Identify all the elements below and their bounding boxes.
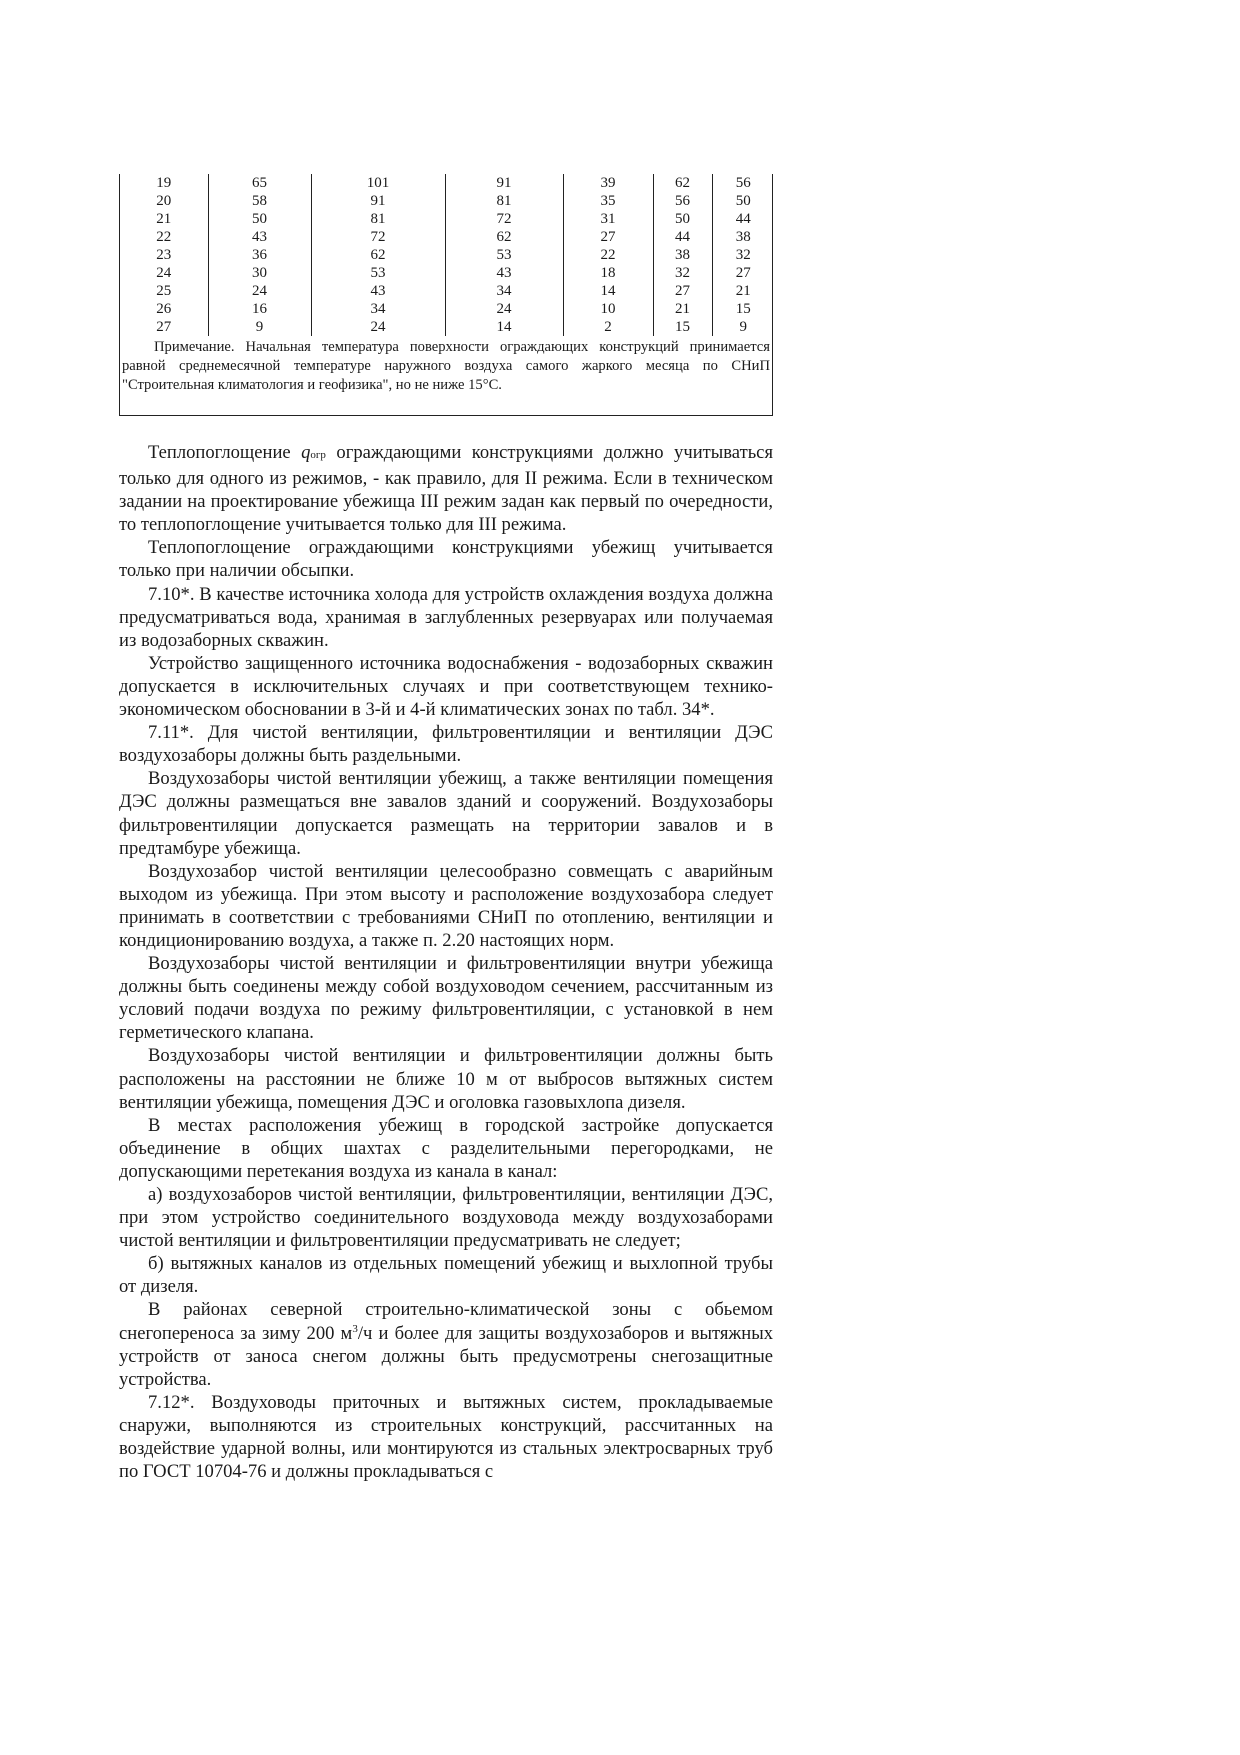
table-cell: 18 (563, 264, 653, 282)
paragraph: Теплопоглощение ограждающими конструкциями убежищ учитывается только при наличии обсыпки. (119, 537, 773, 582)
paragraph-text: В районах северной строительно-климатической зоны с обьемом снегопереноса за зиму 200 м (119, 1299, 773, 1344)
table-cell: 62 (311, 246, 445, 264)
table-cell: 22 (563, 246, 653, 264)
table-cell: 58 (208, 192, 311, 210)
table-cell: 24 (208, 282, 311, 300)
table-cell: 23 (156, 247, 172, 263)
table-row (120, 264, 774, 282)
table-cell: 27 (653, 282, 712, 300)
paragraph-clause-7-11: 7.11*. Для чистой вентиляции, фильтровентиляции и вентиляции ДЭС воздухозаборы должны быть раздельными. (119, 722, 773, 767)
paragraph (119, 441, 773, 536)
table-cell: 34 (445, 282, 563, 300)
table-row (120, 228, 774, 246)
table-cell: 16 (208, 300, 311, 318)
table-grid (120, 174, 774, 336)
table-cell: 50 (208, 210, 311, 228)
table-cell: 25 (156, 283, 172, 299)
body-text (119, 441, 773, 1483)
table-cell: 36 (208, 246, 311, 264)
paragraph-clause-7-12: 7.12*. Воздуховоды приточных и вытяжных систем, прокладываемые снаружи, выполняются из строительных конструкций, рассчитанных на воздействие ударной волны, или монтируются из стальных электросварных труб по ГОСТ 10704-76 и должны прокладываться с (119, 1391, 773, 1483)
paragraph (119, 1298, 773, 1390)
paragraph-text: /ч и более для защиты воздухозаборов и вытяжных устройств от заноса снегом должны быть предусмотрены снегозащитные устройства. (119, 1322, 773, 1390)
table-cell: 53 (445, 246, 563, 264)
paragraph: Воздухозаборы чистой вентиляции убежищ, а также вентиляции помещения ДЭС должны размещаться вне завалов зданий и сооружений. Воздухозаборы фильтровентиляции допускается размещать на территории завалов и в предтамбуре убежища. (119, 768, 773, 859)
table-cell: 19 (156, 175, 172, 191)
table-cell: 43 (311, 282, 445, 300)
table-row (120, 174, 774, 192)
table-row (120, 318, 774, 336)
table-cell: 21 (712, 282, 774, 300)
table-cell: 26 (156, 301, 172, 317)
temperature-table (119, 174, 773, 416)
table-cell: 62 (653, 174, 712, 192)
paragraph-text: Теплопоглощение (148, 442, 302, 463)
table-cell: 14 (445, 318, 563, 336)
table-cell: 9 (712, 318, 774, 336)
table-cell: 39 (563, 174, 653, 192)
paragraph: Воздухозабор чистой вентиляции целесообразно совмещать с аварийным выходом из убежища. При этом высоту и расположение воздухозабора следует принимать в соответствии с требованиями СНиП по отоплению, вентиляции и кондиционированию воздуха, а также п. 2.20 настоящих норм. (119, 860, 773, 951)
table-cell: 65 (208, 174, 311, 192)
table-cell: 21 (653, 300, 712, 318)
table-body (120, 174, 774, 336)
table-cell: 24 (156, 265, 172, 281)
table-row (120, 300, 774, 318)
variable-subscript: огр (310, 449, 326, 461)
table-cell: 27 (156, 319, 172, 335)
table-note (120, 336, 772, 415)
table-cell: 81 (311, 210, 445, 228)
table-cell: 2 (563, 318, 653, 336)
table-cell: 72 (311, 228, 445, 246)
table-cell: 15 (712, 300, 774, 318)
table-row (120, 210, 774, 228)
table-cell: 14 (563, 282, 653, 300)
table-cell: 56 (712, 174, 774, 192)
unit-superscript: 3 (352, 1322, 358, 1335)
table-cell: 101 (311, 174, 445, 192)
table-cell: 38 (653, 246, 712, 264)
table-cell: 91 (445, 174, 563, 192)
table-row (120, 282, 774, 300)
table-cell: 43 (445, 264, 563, 282)
paragraph: Устройство защищенного источника водоснабжения - водозаборных скважин допускается в исключительных случаях и при соответствующем технико-экономическом обосновании в 3-й и 4-й климатических зонах по табл. 34*. (119, 652, 773, 721)
page-content (119, 174, 773, 1483)
table-cell: 43 (208, 228, 311, 246)
list-item-b: б) вытяжных каналов из отдельных помещений убежищ и выхлопной трубы от дизеля. (119, 1253, 773, 1298)
table-cell: 30 (208, 264, 311, 282)
table-cell: 10 (563, 300, 653, 318)
table-cell: 50 (653, 210, 712, 228)
table-row (120, 192, 774, 210)
table-cell: 15 (653, 318, 712, 336)
table-cell: 21 (156, 211, 172, 227)
table-cell: 44 (712, 210, 774, 228)
table-cell: 62 (445, 228, 563, 246)
table-cell: 22 (156, 229, 172, 245)
table-cell: 91 (311, 192, 445, 210)
table-row (120, 246, 774, 264)
table-cell: 53 (311, 264, 445, 282)
table-cell: 81 (445, 192, 563, 210)
paragraph-text: ограждающими конструкциями должно учитываться только для одного из режимов, - как правило, для II режима. Если в техническом задании на проектирование убежища III режим задан как первый по очередности, то теплопоглощение учитывается только для III режима. (119, 442, 773, 536)
heat-absorption-variable: q (301, 442, 311, 463)
paragraph: Воздухозаборы чистой вентиляции и фильтровентиляции внутри убежища должны быть соединены между собой воздуховодом сечением, рассчитанным из условий подачи воздуха по режиму фильтровентиляции, с установкой в нем герметического клапана. (119, 953, 773, 1044)
table-cell: 24 (311, 318, 445, 336)
table-cell: 27 (563, 228, 653, 246)
table-cell: 27 (712, 264, 774, 282)
paragraph: Воздухозаборы чистой вентиляции и фильтровентиляции должны быть расположены на расстоянии не ближе 10 м от выбросов вытяжных систем вентиляции убежища, помещения ДЭС и оголовка газовыхлопа дизеля. (119, 1045, 773, 1113)
table-cell: 44 (653, 228, 712, 246)
table-cell: 34 (311, 300, 445, 318)
table-cell: 9 (208, 318, 311, 336)
table-cell: 50 (712, 192, 774, 210)
list-item-a: а) воздухозаборов чистой вентиляции, фильтровентиляции, вентиляции ДЭС, при этом устройство соединительного воздуховода между воздухозаборами чистой вентиляции и фильтровентиляции предусматривать не следует; (119, 1184, 773, 1252)
table-cell: 56 (653, 192, 712, 210)
table-cell: 38 (712, 228, 774, 246)
paragraph-clause-7-10: 7.10*. В качестве источника холода для устройств охлаждения воздуха должна предусматриваться вода, хранимая в заглубленных резервуарах или получаемая из водозаборных скважин. (119, 583, 773, 651)
table-cell: 24 (445, 300, 563, 318)
table-cell: 72 (445, 210, 563, 228)
table-cell: 20 (156, 193, 172, 209)
paragraph: В местах расположения убежищ в городской застройке допускается объединение в общих шахтах с разделительными перегородками, не допускающими перетекания воздуха из канала в канал: (119, 1114, 773, 1182)
table-cell: 32 (712, 246, 774, 264)
table-cell: 35 (563, 192, 653, 210)
table-cell: 31 (563, 210, 653, 228)
table-note-text: Примечание. Начальная температура поверхности ограждающих конструкций принимается равной среднемесячной температуре наружного воздуха самого жаркого месяца по СНиП "Строительная климатология и геофизика", но не ниже 15°C. (122, 339, 770, 393)
table-cell: 32 (653, 264, 712, 282)
